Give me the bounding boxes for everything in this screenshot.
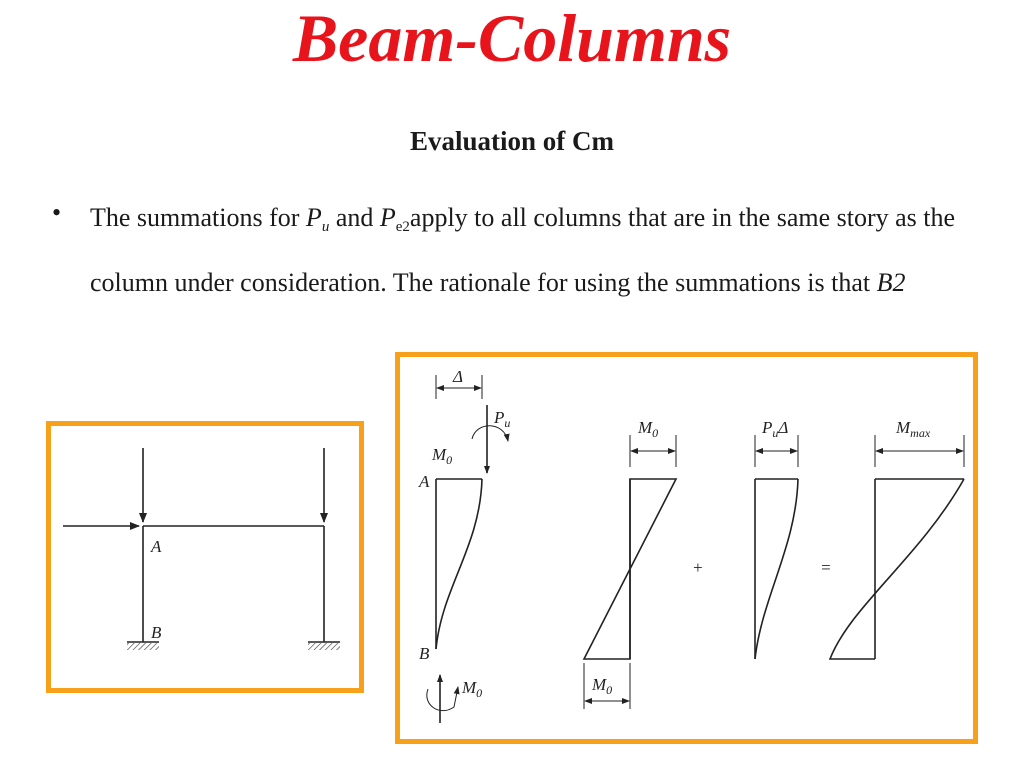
portal-frame-figure: [46, 421, 364, 693]
label-a: A: [151, 537, 162, 556]
m0-top-label: $M_0$: [638, 418, 659, 440]
bottom-moment-label: $M_0$: [462, 678, 483, 700]
symbol-p: P: [379, 203, 396, 232]
bullet-text-part: and: [329, 203, 380, 232]
pu-delta-label: $P_u\Delta$: [762, 418, 789, 440]
right-support-hatch: [308, 643, 340, 650]
pud-curve: [755, 479, 798, 659]
slide-subtitle: Evaluation of Cm: [409, 126, 615, 156]
label-b: B: [151, 623, 162, 642]
label-b: B: [419, 644, 430, 663]
equals-sign: =: [820, 558, 832, 577]
primary-moment-diagram: [584, 418, 676, 709]
delta-symbol: Δ: [453, 367, 463, 386]
plus-sign: +: [692, 558, 704, 577]
top-moment-arrow: [472, 426, 508, 441]
symbol-subscript-e2: e2: [395, 219, 410, 235]
symbol-subscript-u: u: [321, 219, 330, 235]
symbol-b2: B2: [876, 268, 906, 297]
m0-bottom-label: $M_0$: [592, 675, 613, 697]
secondary-moment-diagram: [755, 418, 798, 659]
mmax-curve: [830, 479, 964, 659]
bullet-text-part: apply to all columns that are in the same story as the column under consideration. The rationale for using the summations is that: [90, 203, 956, 297]
moment-diagrams: [400, 357, 973, 739]
mmax-label: $M_{max}$: [896, 418, 931, 440]
total-moment-diagram: [830, 418, 964, 659]
bottom-moment-arrow: [427, 687, 458, 711]
deflected-shape: [436, 479, 482, 649]
moment-diagram-figure: [395, 352, 978, 744]
label-a: A: [419, 472, 430, 491]
left-support-hatch: [127, 643, 159, 650]
bullet-paragraph: [90, 190, 980, 311]
pu-label: $P_u$: [494, 408, 511, 430]
bullet-text-part: The summations for: [90, 203, 306, 232]
bullet-marker: •: [52, 198, 62, 227]
slide-title: Beam-Columns: [292, 0, 732, 76]
deflected-column: [418, 367, 510, 723]
top-moment-label: $M_0$: [432, 445, 453, 467]
portal-frame-diagram: [51, 426, 359, 688]
symbol-p: P: [305, 203, 322, 232]
